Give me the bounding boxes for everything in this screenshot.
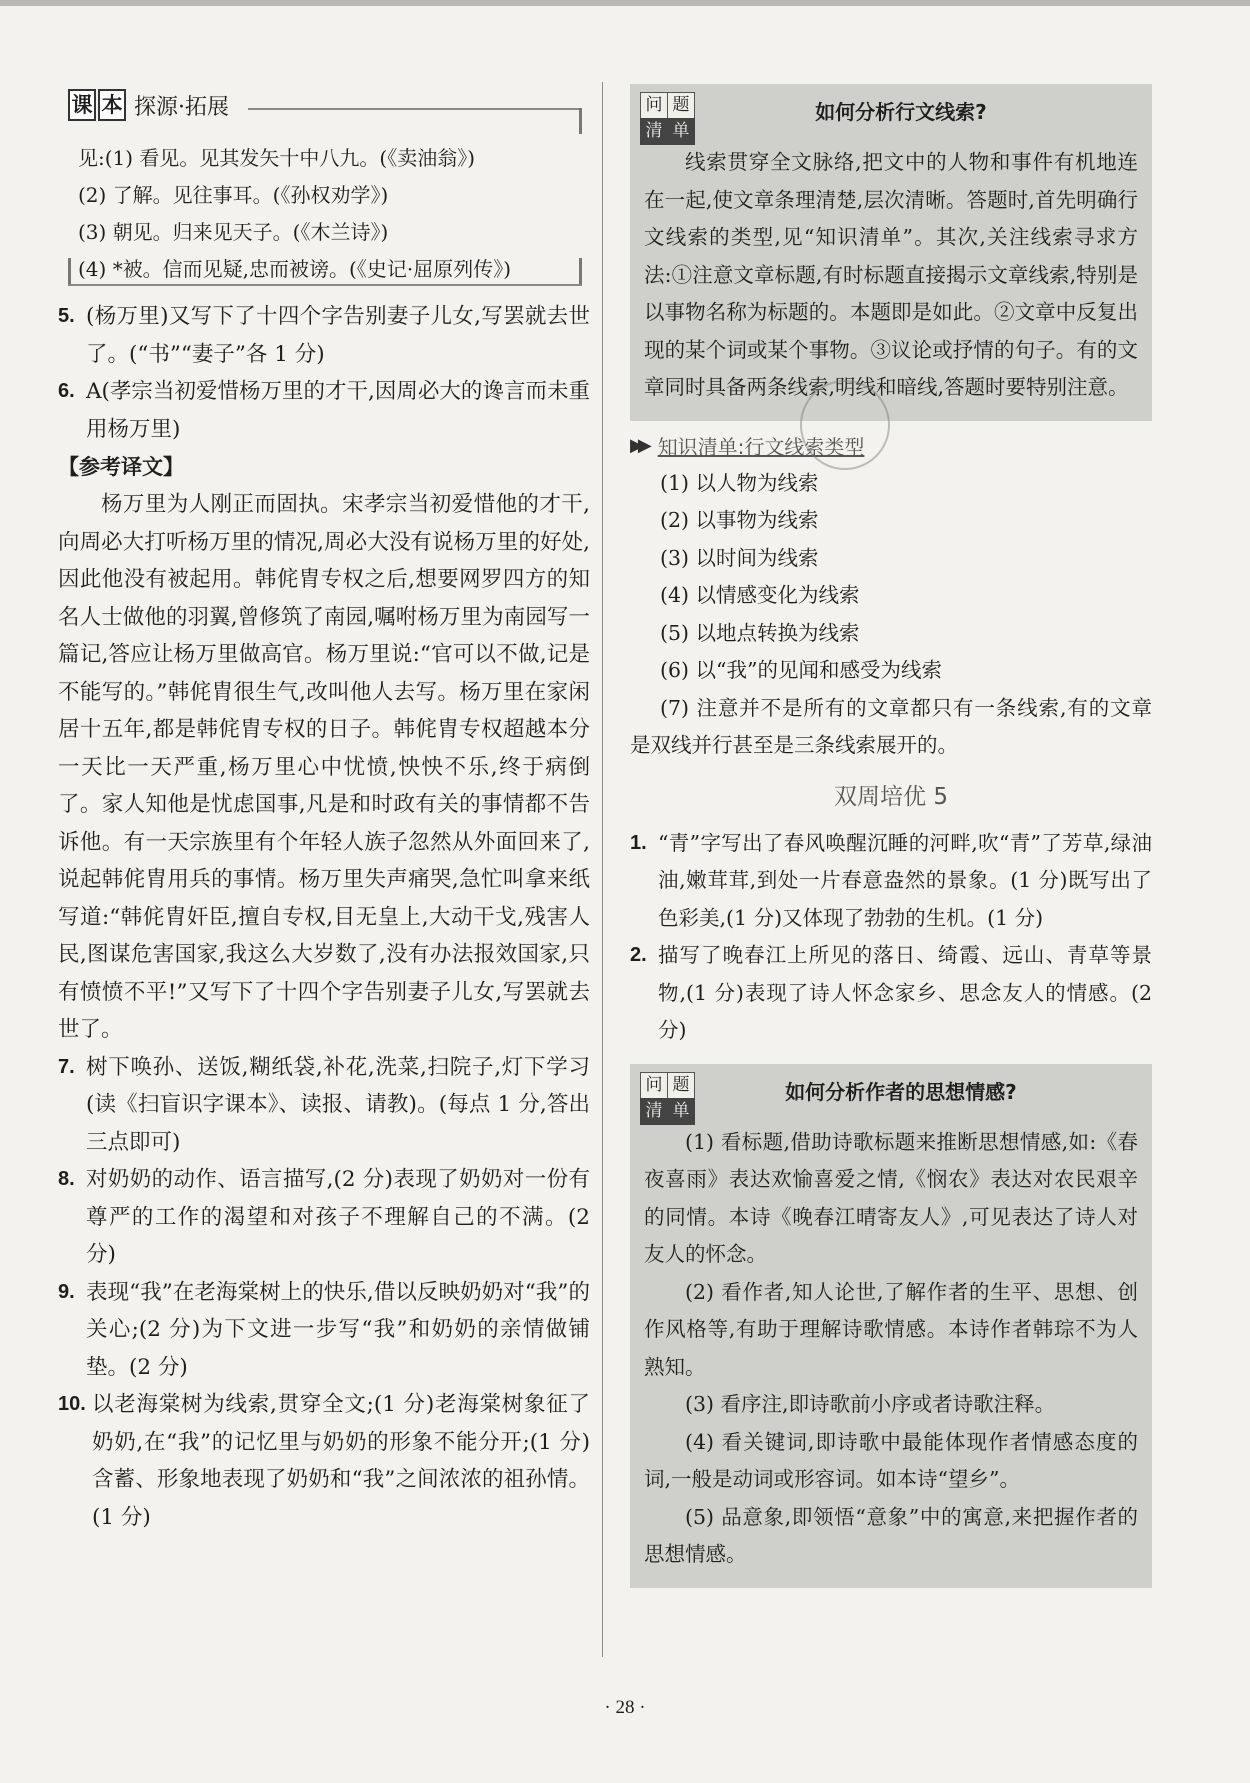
double-arrow-icon: ▶▶ — [630, 435, 646, 456]
badge-char: 题 — [667, 1072, 695, 1099]
answers-7-10 — [58, 1049, 590, 1537]
textbook-box-title — [68, 88, 229, 122]
question-list-box-emotions — [630, 1064, 1152, 1588]
left-column — [58, 88, 590, 1536]
textbook-line: (3) 朝见。归来见天子。(《木兰诗》) — [78, 220, 389, 244]
answer-item — [58, 1386, 590, 1536]
knowledge-list-header — [630, 427, 1152, 465]
badge-char: 问 — [640, 92, 668, 119]
frame-top-line — [248, 108, 582, 111]
knowledge-item: (1) 以人物为线索 — [660, 470, 819, 495]
answer-text: 对奶奶的动作、语言描写,(2 分)表现了奶奶对一份有尊严的工作的渴望和对孩子不理解自己的不满。(2 分) — [86, 1167, 590, 1267]
frame-corner — [579, 258, 582, 284]
badge-char: 清 — [640, 118, 668, 145]
question-box-title: 如何分析作者的思想情感? — [785, 1079, 1017, 1104]
question-box-paragraph: (1) 看标题,借助诗歌标题来推断思想情感,如:《春夜喜雨》表达欢愉喜爱之情,《悯农》表达对农民艰辛的同情。本诗《晚春江晴寄友人》,可见表达了诗人对友人的怀念。 — [644, 1129, 1138, 1266]
answers-5-6 — [58, 298, 590, 448]
question-box-header — [644, 96, 1138, 144]
knowledge-item: (3) 以时间为线索 — [660, 545, 819, 570]
reference-translation-title: 【参考译文】 — [58, 454, 184, 479]
answer-text: 表现“我”在老海棠树上的快乐,借以反映奶奶对“我”的关心;(2 分)为下文进一步写“我”和奶奶的亲情做铺垫。(2 分) — [86, 1279, 590, 1380]
answer-item — [58, 1161, 590, 1274]
right-column — [630, 84, 1152, 1588]
knowledge-item: (5) 以地点转换为线索 — [660, 620, 860, 645]
answer-number: 9. — [58, 1280, 75, 1303]
answer-number: 7. — [58, 1055, 75, 1078]
knowledge-item: (6) 以“我”的见闻和感受为线索 — [660, 658, 943, 682]
answer-item — [58, 1274, 590, 1387]
answer-text: 描写了晚春江上所见的落日、绮霞、远山、青草等景物,(1 分)表现了诗人怀念家乡、思念友人的情感。(2 分) — [658, 943, 1152, 1042]
page-number: · 28 · — [604, 1697, 646, 1718]
question-list-badge-icon — [640, 92, 694, 146]
answer-text: 树下唤孙、送饭,糊纸袋,补花,洗菜,扫院子,灯下学习(读《扫盲识字课本》、读报、请教)。(每点 1 分,答出三点即可) — [86, 1054, 590, 1155]
answer-number: 5. — [58, 305, 75, 327]
answer-number: 2. — [630, 944, 647, 966]
answer-item — [58, 1049, 590, 1162]
question-box-paragraph: (5) 品意象,即领悟“意象”中的寓意,来把握作者的思想情感。 — [644, 1504, 1138, 1566]
knowledge-list-label: 知识清单:行文线索类型 — [657, 435, 865, 459]
textbook-line: (2) 了解。见往事耳。(《孙权劝学》) — [78, 183, 389, 207]
frame-corner — [68, 258, 71, 284]
knowledge-list — [630, 465, 1152, 690]
question-box-title: 如何分析行文线索? — [815, 100, 987, 124]
right-answers — [630, 825, 1152, 1050]
textbook-box-lines — [78, 140, 511, 288]
question-list-badge-icon — [640, 1072, 694, 1126]
question-box-text: 线索贯穿全文脉络,把文中的人物和事件有机地连在一起,使文章条理清楚,层次清晰。答题时,首先明确行文线索的类型,见“知识清单”。其次,关注线索寻求方法:①注意文章标题,有时标题直接揭示文章线索,特别是以事物名称为标题的。本题即是如此。②文章中反复出现的某个词或某个事物。③议论或抒情的句子。有的文章同时具备两条线索,明线和暗线,答题时要特别注意。 — [644, 150, 1138, 399]
top-border — [0, 0, 1250, 6]
knowledge-item: (2) 以事物为线索 — [660, 508, 819, 532]
textbook-line: (4) *被。信而见疑,忠而被谤。(《史记·屈原列传》) — [78, 257, 512, 281]
badge-char: 题 — [667, 92, 695, 119]
question-list-box-clues — [630, 84, 1152, 421]
badge-char: 单 — [667, 1098, 695, 1125]
textbook-badge-2: 本 — [98, 89, 126, 121]
question-box-paragraph: (3) 看序注,即诗歌前小序或者诗歌注释。 — [685, 1392, 1056, 1416]
answer-text: (杨万里)又写下了十四个字告别妻子儿女,写罢就去世了。(“书”“妻子”各 1 分) — [86, 304, 590, 367]
answer-text: “青”字写出了春风唤醒沉睡的河畔,吹“青”了芳草,绿油油,嫩茸茸,到处一片春意盎然的景象。(1 分)既写出了色彩美,(1 分)又体现了勃勃的生机。(1 分) — [658, 830, 1152, 930]
answer-item — [630, 937, 1152, 1050]
answer-number: 6. — [58, 380, 75, 402]
knowledge-note: (7) 注意并不是所有的文章都只有一条线索,有的文章是双线并行甚至是三条线索展开的。 — [630, 695, 1152, 757]
answer-text: A(孝宗当初爱惜杨万里的才干,因周必大的谗言而未重用杨万里) — [86, 379, 590, 442]
answer-item — [630, 825, 1152, 938]
textbook-explore-box — [58, 88, 590, 288]
frame-corner — [579, 108, 582, 134]
textbook-line: 见:(1) 看见。见其发矢十中八九。(《卖油翁》) — [78, 146, 476, 170]
answer-number: 1. — [630, 831, 647, 854]
reference-translation-text: 杨万里为人刚正而固执。宋孝宗当初爱惜他的才干,向周必大打听杨万里的情况,周必大没有说杨万里的好处,因此他没有被起用。韩侂胄专权之后,想要网罗四方的知名人士做他的羽翼,曾修筑了南园,嘱咐杨万里为南园写一篇记,答应让杨万里做高官。杨万里说:“官可以不做,记是不能写的。”韩侂胄很生气,改叫他人去写。杨万里在家闲居十五年,都是韩侂胄专权的日子。韩侂胄专权超越本分一天比一天严重,杨万里心中忧愤,怏怏不乐,终于病倒了。家人知他是忧虑国事,凡是和时政有关的事情都不告诉他。有一天宗族里有个年轻人族子忽然从外面回来了,说起韩侂胄用兵的事情。杨万里失声痛哭,急忙叫拿来纸写道:“韩侂胄奸臣,擅自专权,目无皇上,大动干戈,残害人民,图谋危害国家,我这么大岁数了,没有办法报效国家,只有愤愤不平!”又写下了十四个字告别妻子儿女,写罢就去世了。 — [58, 492, 590, 1042]
textbook-box-subtitle: 探源·拓展 — [134, 94, 229, 120]
badge-char: 单 — [667, 118, 695, 145]
badge-char: 问 — [640, 1072, 668, 1099]
question-box-paragraph: (2) 看作者,知人论世,了解作者的生平、思想、创作风格等,有助于理解诗歌情感。本诗作者韩琮不为人熟知。 — [644, 1279, 1138, 1379]
answer-number: 8. — [58, 1168, 75, 1190]
answer-text: 以老海棠树为线索,贯穿全文;(1 分)老海棠树象征了奶奶,在“我”的记忆里与奶奶的形象不能分开;(1 分)含蓄、形象地表现了奶奶和“我”之间浓浓的祖孙情。(1 分) — [92, 1392, 590, 1530]
textbook-badge-1: 课 — [68, 89, 96, 121]
badge-char: 清 — [640, 1098, 668, 1125]
answer-item — [58, 373, 590, 448]
question-box-paragraph: (4) 看关键词,即诗歌中最能体现作者情感态度的词,一般是动词或形容词。如本诗“望乡”。 — [644, 1429, 1138, 1491]
section-title: 双周培优 5 — [834, 783, 948, 810]
answer-number: 10. — [58, 1393, 86, 1415]
answer-item — [58, 298, 590, 373]
question-box-header — [644, 1076, 1138, 1124]
stamp-seal-icon — [800, 380, 890, 470]
column-divider — [602, 82, 603, 1657]
knowledge-item: (4) 以情感变化为线索 — [660, 583, 860, 607]
